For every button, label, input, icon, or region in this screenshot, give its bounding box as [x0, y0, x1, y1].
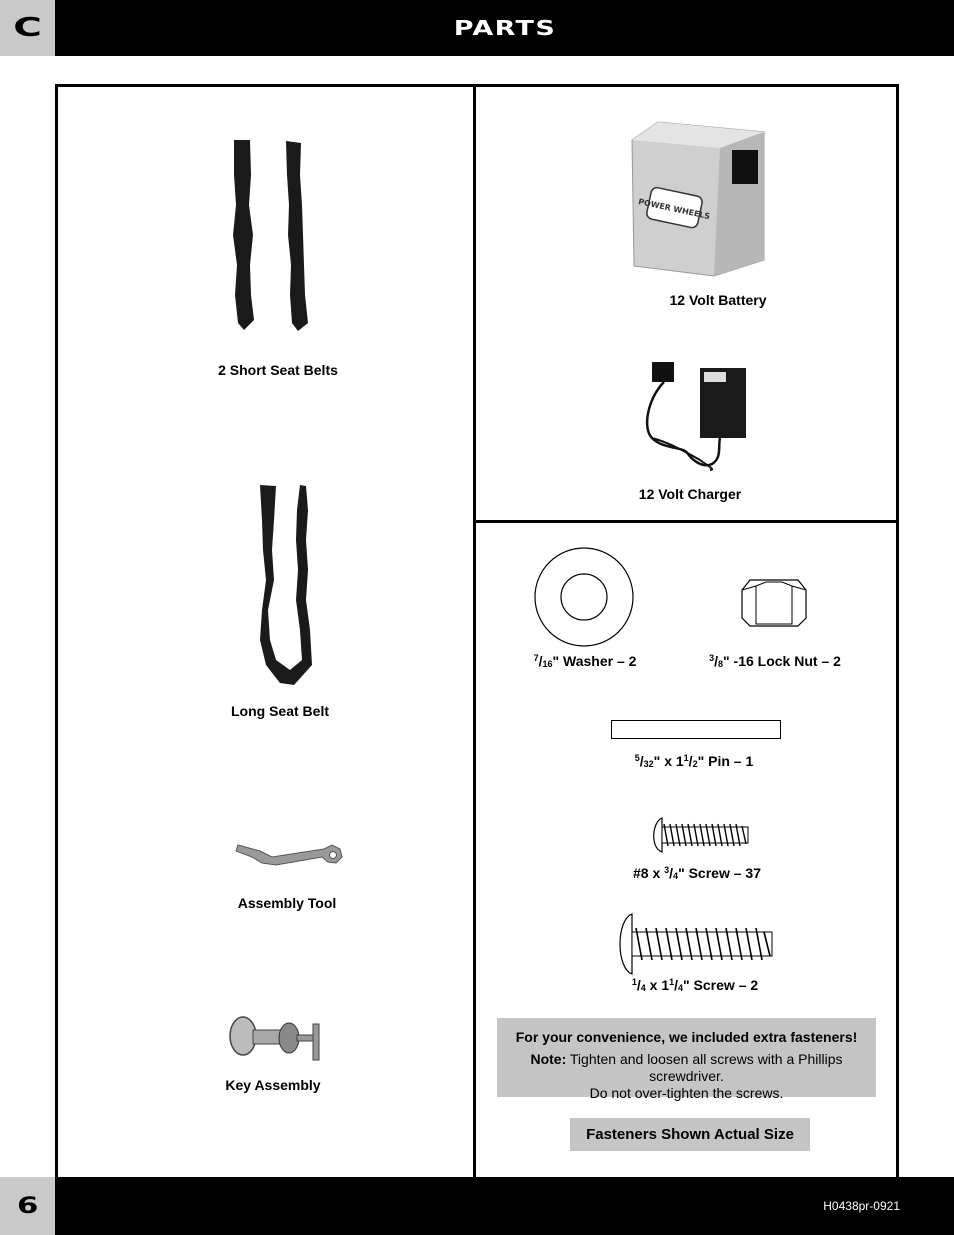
long-seat-belt-image — [250, 480, 320, 690]
pin-image — [611, 720, 781, 739]
washer-image — [533, 546, 635, 648]
battery-image — [628, 120, 768, 278]
pin-label: $^5/_{32}$" x $1^1/_2$" Pin – 1 — [634, 753, 754, 769]
parts-frame — [55, 84, 899, 1180]
key-assembly-label: Key Assembly — [225, 1077, 321, 1093]
page-title: PARTS — [453, 16, 556, 40]
small-screw-label: #8 x $^3/_4$" Screw – 37 — [633, 865, 761, 881]
note-heading: For your convenience, we included extra fasteners! — [515, 1029, 858, 1045]
doc-code: H0438pr-0921 — [823, 1199, 900, 1213]
charger-image — [638, 358, 758, 476]
long-seat-belt-label: Long Seat Belt — [230, 703, 330, 719]
short-seat-belts-label: 2 Short Seat Belts — [218, 362, 338, 378]
actual-size-label: Fasteners Shown Actual Size — [570, 1118, 810, 1151]
note-body: Note: Tighten and loosen all screws with a Phillips screwdriver. Do not over-tighten the screws. — [530, 1051, 843, 1101]
header-bar — [55, 0, 954, 56]
key-assembly-image — [225, 1012, 325, 1067]
lock-nut-label: $^3/_8$" -16 Lock Nut – 2 — [709, 653, 841, 669]
section-letter: C — [13, 13, 42, 43]
large-screw-label: $^1/_4$ x $1^1/_4$" Screw – 2 — [631, 977, 759, 993]
column-divider — [473, 84, 476, 1180]
battery-brand-text: POWER WHEELS — [637, 197, 711, 222]
lock-nut-image — [740, 578, 810, 628]
page-number: 6 — [16, 1193, 39, 1219]
page-number-tab — [0, 1177, 55, 1235]
small-screw-image — [648, 816, 752, 854]
assembly-tool-label: Assembly Tool — [237, 895, 337, 911]
charger-label: 12 Volt Charger — [638, 486, 742, 502]
short-seat-belts-image — [220, 135, 320, 335]
extra-fasteners-note — [497, 1018, 876, 1101]
section-tab — [0, 0, 55, 56]
row-divider — [476, 520, 896, 523]
washer-label: $^7/_{16}$" Washer – 2 — [533, 653, 637, 669]
assembly-tool-image — [232, 835, 347, 875]
large-screw-image — [614, 912, 776, 976]
footer-bar — [55, 1177, 954, 1235]
battery-label: 12 Volt Battery — [669, 292, 767, 308]
